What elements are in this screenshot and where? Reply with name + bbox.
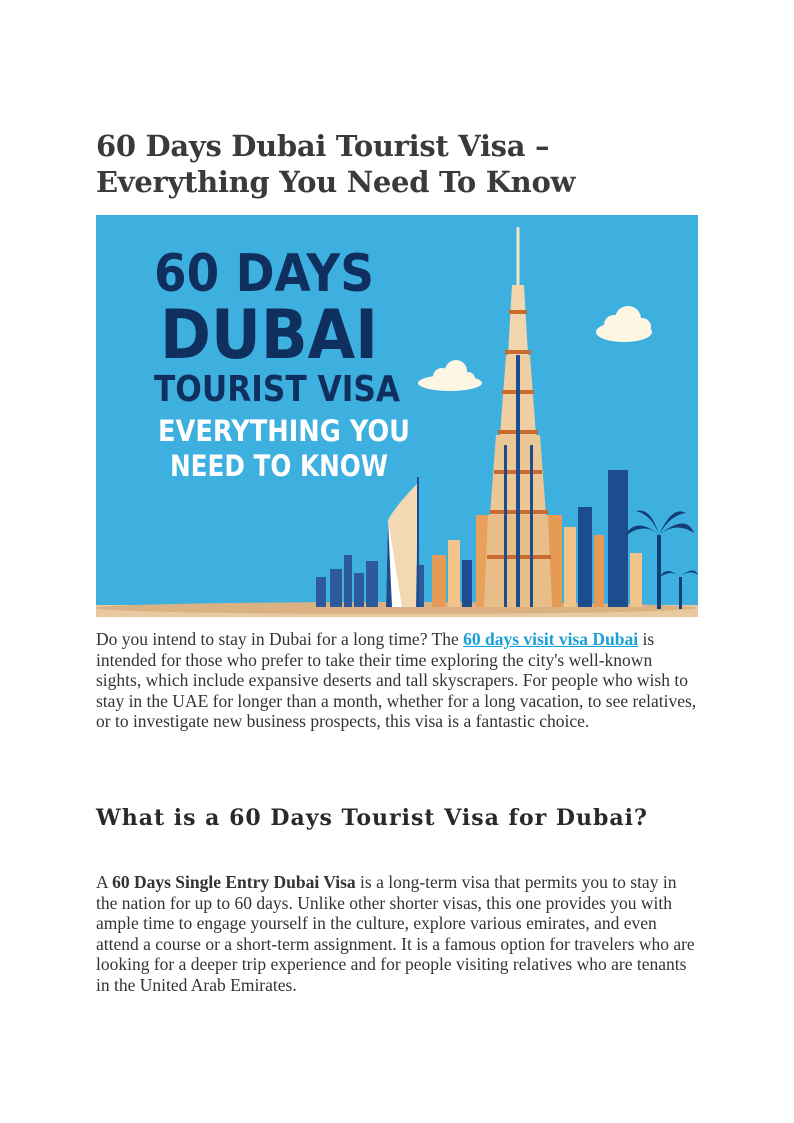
definition-bold-term: 60 Days Single Entry Dubai Visa — [112, 872, 356, 892]
section-heading: What is a 60 Days Tourist Visa for Dubai? — [96, 805, 648, 831]
hero-line-dubai: DUBAI — [160, 296, 378, 375]
title-line-1: 60 Days Dubai Tourist Visa – — [96, 129, 550, 163]
hero-line-need-to-know: NEED TO KNOW — [170, 449, 389, 483]
hero-line-tourist-visa: TOURIST VISA — [154, 369, 401, 410]
intro-text-before-link: Do you intend to stay in Dubai for a long time? The — [96, 629, 464, 649]
hero-illustration — [96, 215, 698, 617]
definition-lead: A — [96, 872, 113, 892]
intro-text-after-link: is intended for those who prefer to take their time exploring the city's well-known sights, which include expansive deserts and tall skyscrapers. For people who wish to stay in the UAE for longer than a month, whether for a long vacation, to see relatives, or to investigate new business prospects, this visa is a fantastic choice. — [96, 629, 697, 732]
hero-image — [96, 215, 698, 617]
page-title — [96, 128, 700, 200]
hero-line-60-days: 60 DAYS — [154, 244, 374, 304]
title-line-2: Everything You Need To Know — [96, 165, 576, 199]
definition-text: is a long-term visa that permits you to stay in the nation for up to 60 days. Unlike other shorter visas, this one provides you with ample time to engage yourself in the culture, explore various emirates, and even attend a course or a short-term assignment. It is a famous option for travelers who are looking for a deeper trip experience and for people visiting relatives who are tenants in the United Arab Emirates. — [96, 872, 695, 995]
hero-line-everything-you: EVERYTHING YOU — [158, 414, 410, 448]
definition-paragraph — [96, 872, 700, 996]
visit-visa-link[interactable]: 60 days visit visa Dubai — [463, 629, 639, 649]
intro-paragraph — [96, 629, 700, 732]
